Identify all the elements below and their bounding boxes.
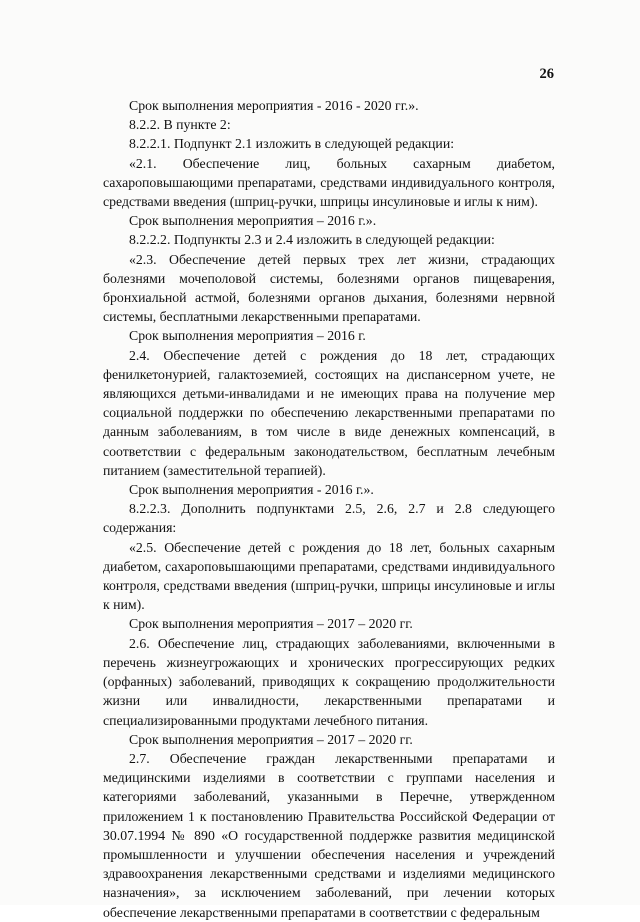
- paragraph: 2.6. Обеспечение лиц, страдающих заболеваниями, включенными в перечень жизнеугрожающих и хронических прогрессирующих редких (орфанных) заболеваний, приводящих к сокращению продолжительности жизни или инвалидности, лекарственными препаратами и специализированными продуктами лечебного питания.: [103, 635, 555, 728]
- paragraph: Срок выполнения мероприятия – 2017 – 2020 гг.: [129, 731, 413, 747]
- paragraph: «2.1. Обеспечение лиц, больных сахарным диабетом, сахароповышающими препаратами, средствами индивидуального контроля, средствами введения (шприц-ручки, шприцы инсулиновые и иглы к ним).: [103, 155, 555, 210]
- paragraph: Срок выполнения мероприятия - 2016 г.».: [129, 482, 374, 498]
- document-body: [103, 96, 555, 922]
- paragraph: Срок выполнения мероприятия – 2017 – 2020 гг.: [129, 616, 413, 632]
- paragraph: Срок выполнения мероприятия – 2016 г.».: [129, 213, 377, 229]
- paragraph: 2.7. Обеспечение граждан лекарственными препаратами и медицинскими изделиями в соответствии с группами населения и категориями заболеваний, указанными в Перечне, утвержденном приложением 1 к постановлению Правительства Российской Федерации от 30.07.1994 № 890 «О государственной поддержке развития медицинской промышленности и улучшении обеспечения населения и учреждений здравоохранения лекарственными средствами и изделиями медицинского назначения», за исключением заболеваний, при лечении которых обеспечение лекарственными препаратами в соответствии с федеральным: [103, 750, 555, 920]
- paragraph: 8.2.2. В пункте 2:: [129, 117, 231, 133]
- paragraph: Срок выполнения мероприятия – 2016 г.: [129, 328, 366, 344]
- paragraph: 8.2.2.2. Подпункты 2.3 и 2.4 изложить в следующей редакции:: [129, 232, 495, 248]
- paragraph: 8.2.2.3. Дополнить подпунктами 2.5, 2.6, 2.7 и 2.8 следующего содержания:: [103, 501, 555, 536]
- paragraph: Срок выполнения мероприятия - 2016 - 2020 гг.».: [129, 98, 419, 113]
- paragraph: «2.5. Обеспечение детей с рождения до 18 лет, больных сахарным диабетом, сахароповышающими препаратами, средствами индивидуального контроля, средствами введения (шприц-ручки, шприцы инсулиновые и иглы к ним).: [103, 539, 555, 613]
- paragraph: 8.2.2.1. Подпункт 2.1 изложить в следующей редакции:: [129, 136, 455, 152]
- paragraph: «2.3. Обеспечение детей первых трех лет жизни, страдающих болезнями мочеполовой системы, болезнями органов пищеварения, бронхиальной астмой, болезнями органов дыхания, болезнями нервной системы, бесплатными лекарственными препаратами.: [103, 251, 555, 325]
- paragraph: 2.4. Обеспечение детей с рождения до 18 лет, страдающих фенилкетонурией, галактоземией, состоящих на диспансерном учете, не являющихся детьми-инвалидами и не имеющих права на получение мер социальной поддержки по обеспечению лекарственными препаратами по данным заболеваниям, в том числе в виде денежных компенсаций, в соответствии с федеральным законодательством, бесплатным лечебным питанием (заместительной терапией).: [103, 347, 555, 478]
- page-number: 26: [539, 66, 554, 82]
